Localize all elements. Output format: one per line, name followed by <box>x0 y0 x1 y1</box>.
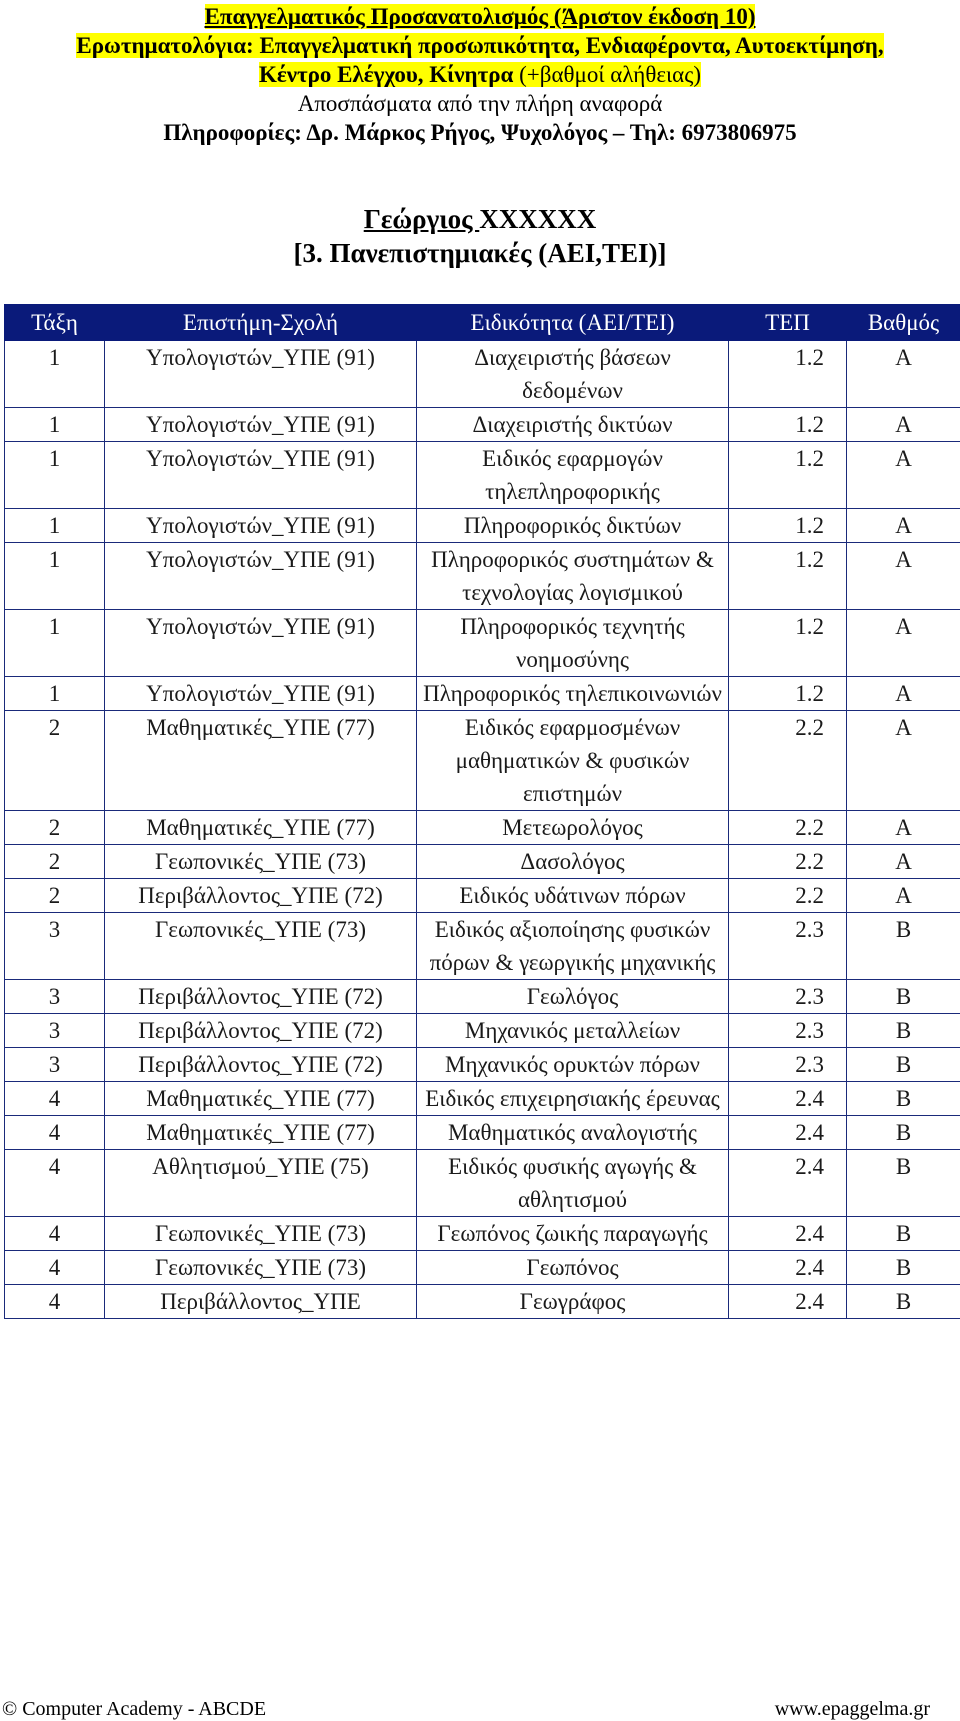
cell-rank: 3 <box>5 1048 105 1082</box>
cell-specialty: Γεωγράφος <box>417 1285 729 1319</box>
cell-specialty: Ειδικός επιχειρησιακής έρευνας <box>417 1082 729 1116</box>
cell-rank: 4 <box>5 1285 105 1319</box>
header-rank: Τάξη <box>5 305 105 341</box>
table-body <box>5 341 960 1319</box>
cell-school: Μαθηματικές_ΥΠΕ (77) <box>105 1116 417 1150</box>
cell-school: Υπολογιστών_ΥΠΕ (91) <box>105 677 417 711</box>
cell-specialty: Ειδικός υδάτινων πόρων <box>417 879 729 913</box>
cell-tep: 1.2 <box>729 442 847 509</box>
cell-tep: 2.4 <box>729 1150 847 1217</box>
cell-tep: 2.3 <box>729 1014 847 1048</box>
cell-school: Περιβάλλοντος_ΥΠΕ (72) <box>105 1014 417 1048</box>
table-row <box>5 1082 960 1116</box>
cell-school: Γεωπονικές_ΥΠΕ (73) <box>105 1217 417 1251</box>
cell-specialty: Γεωλόγος <box>417 980 729 1014</box>
cell-school: Περιβάλλοντος_ΥΠΕ (72) <box>105 1048 417 1082</box>
cell-grade: Α <box>847 509 960 543</box>
cell-rank: 2 <box>5 711 105 811</box>
results-table <box>4 304 960 1319</box>
table-row <box>5 1150 960 1217</box>
cell-tep: 2.3 <box>729 1048 847 1082</box>
questionnaires-line-cont: Κέντρο Ελέγχου, Κίνητρα (+βαθμοί αλήθειας) <box>258 62 702 87</box>
cell-rank: 2 <box>5 879 105 913</box>
cell-tep: 2.2 <box>729 879 847 913</box>
cell-tep: 2.3 <box>729 913 847 980</box>
cell-tep: 2.4 <box>729 1116 847 1150</box>
cell-school: Υπολογιστών_ΥΠΕ (91) <box>105 408 417 442</box>
cell-tep: 1.2 <box>729 509 847 543</box>
cell-school: Γεωπονικές_ΥΠΕ (73) <box>105 1251 417 1285</box>
cell-specialty: Μηχανικός ορυκτών πόρων <box>417 1048 729 1082</box>
cell-grade: Α <box>847 845 960 879</box>
student-block <box>0 202 960 270</box>
cell-school: Γεωπονικές_ΥΠΕ (73) <box>105 845 417 879</box>
header-tep: ΤΕΠ <box>729 305 847 341</box>
table-row <box>5 1217 960 1251</box>
cell-school: Υπολογιστών_ΥΠΕ (91) <box>105 543 417 610</box>
cell-rank: 3 <box>5 913 105 980</box>
cell-school: Περιβάλλοντος_ΥΠΕ (72) <box>105 879 417 913</box>
cell-grade: Β <box>847 1048 960 1082</box>
cell-rank: 4 <box>5 1116 105 1150</box>
cell-tep: 2.4 <box>729 1251 847 1285</box>
questionnaires-line: Ερωτηματολόγια: Επαγγελματική προσωπικότητα, Ενδιαφέροντα, Αυτοεκτίμηση, <box>76 33 884 58</box>
cell-grade: Α <box>847 711 960 811</box>
cell-grade: Β <box>847 980 960 1014</box>
contact-info: Πληροφορίες: Δρ. Μάρκος Ρήγος, Ψυχολόγος – Τηλ: 6973806975 <box>163 120 797 145</box>
cell-specialty: Διαχειριστής βάσεων δεδομένων <box>417 341 729 408</box>
header-grade: Βαθμός <box>847 305 960 341</box>
table-row <box>5 408 960 442</box>
cell-rank: 4 <box>5 1251 105 1285</box>
table-row <box>5 1014 960 1048</box>
cell-specialty: Ειδικός φυσικής αγωγής & αθλητισμού <box>417 1150 729 1217</box>
table-row <box>5 677 960 711</box>
cell-grade: Β <box>847 1014 960 1048</box>
table-row <box>5 1048 960 1082</box>
cell-school: Περιβάλλοντος_ΥΠΕ (72) <box>105 980 417 1014</box>
cell-specialty: Ειδικός αξιοποίησης φυσικών πόρων & γεωργικής μηχανικής <box>417 913 729 980</box>
cell-grade: Α <box>847 677 960 711</box>
header-line-1 <box>0 2 960 31</box>
cell-specialty: Μηχανικός μεταλλείων <box>417 1014 729 1048</box>
cell-school: Μαθηματικές_ΥΠΕ (77) <box>105 711 417 811</box>
cell-tep: 2.4 <box>729 1082 847 1116</box>
excerpt-note: Αποσπάσματα από την πλήρη αναφορά <box>297 91 663 116</box>
cell-tep: 2.2 <box>729 711 847 811</box>
table-row <box>5 980 960 1014</box>
cell-grade: Α <box>847 543 960 610</box>
table-row <box>5 811 960 845</box>
cell-grade: Α <box>847 442 960 509</box>
cell-rank: 1 <box>5 543 105 610</box>
cell-school: Γεωπονικές_ΥΠΕ (73) <box>105 913 417 980</box>
cell-rank: 1 <box>5 509 105 543</box>
table-row <box>5 543 960 610</box>
cell-specialty: Διαχειριστής δικτύων <box>417 408 729 442</box>
table-header-row <box>5 305 960 341</box>
cell-grade: Β <box>847 1116 960 1150</box>
table-row <box>5 845 960 879</box>
table-row <box>5 610 960 677</box>
student-name: Γεώργιος ΧΧΧΧΧΧ <box>363 204 597 234</box>
table-row <box>5 341 960 408</box>
cell-specialty: Μετεωρολόγος <box>417 811 729 845</box>
cell-specialty: Ειδικός εφαρμοσμένων μαθηματικών & φυσικών επιστημών <box>417 711 729 811</box>
cell-grade: Β <box>847 1251 960 1285</box>
cell-grade: Β <box>847 1285 960 1319</box>
cell-tep: 1.2 <box>729 543 847 610</box>
cell-rank: 4 <box>5 1082 105 1116</box>
cell-tep: 2.3 <box>729 980 847 1014</box>
cell-school: Αθλητισμού_ΥΠΕ (75) <box>105 1150 417 1217</box>
cell-rank: 1 <box>5 341 105 408</box>
cell-school: Περιβάλλοντος_ΥΠΕ <box>105 1285 417 1319</box>
header-line-3 <box>0 60 960 89</box>
cell-rank: 1 <box>5 442 105 509</box>
cell-rank: 4 <box>5 1150 105 1217</box>
cell-school: Υπολογιστών_ΥΠΕ (91) <box>105 341 417 408</box>
cell-tep: 2.4 <box>729 1217 847 1251</box>
cell-school: Μαθηματικές_ΥΠΕ (77) <box>105 811 417 845</box>
footer-copyright: © Computer Academy - ABCDE <box>2 1698 267 1720</box>
cell-rank: 2 <box>5 811 105 845</box>
cell-tep: 2.2 <box>729 811 847 845</box>
cell-school: Υπολογιστών_ΥΠΕ (91) <box>105 610 417 677</box>
cell-grade: Α <box>847 408 960 442</box>
cell-specialty: Ειδικός εφαρμογών τηλεπληροφορικής <box>417 442 729 509</box>
cell-grade: Β <box>847 1217 960 1251</box>
table-row <box>5 1285 960 1319</box>
table-row <box>5 879 960 913</box>
cell-grade: Α <box>847 341 960 408</box>
table-row <box>5 711 960 811</box>
cell-school: Μαθηματικές_ΥΠΕ (77) <box>105 1082 417 1116</box>
cell-tep: 1.2 <box>729 610 847 677</box>
cell-rank: 2 <box>5 845 105 879</box>
cell-tep: 2.4 <box>729 1285 847 1319</box>
cell-tep: 2.2 <box>729 845 847 879</box>
cell-specialty: Γεωπόνος <box>417 1251 729 1285</box>
cell-grade: Β <box>847 913 960 980</box>
table-row <box>5 1116 960 1150</box>
cell-specialty: Δασολόγος <box>417 845 729 879</box>
cell-school: Υπολογιστών_ΥΠΕ (91) <box>105 509 417 543</box>
document-header <box>0 2 960 147</box>
cell-specialty: Πληροφορικός τεχνητής νοημοσύνης <box>417 610 729 677</box>
cell-specialty: Πληροφορικός τηλεπικοινωνιών <box>417 677 729 711</box>
cell-school: Υπολογιστών_ΥΠΕ (91) <box>105 442 417 509</box>
table-row <box>5 442 960 509</box>
header-school: Επιστήμη-Σχολή <box>105 305 417 341</box>
cell-rank: 1 <box>5 677 105 711</box>
cell-tep: 1.2 <box>729 341 847 408</box>
cell-rank: 4 <box>5 1217 105 1251</box>
header-line-2 <box>0 31 960 60</box>
cell-specialty: Πληροφορικός συστημάτων & τεχνολογίας λογισμικού <box>417 543 729 610</box>
cell-grade: Α <box>847 879 960 913</box>
cell-tep: 1.2 <box>729 408 847 442</box>
cell-rank: 1 <box>5 408 105 442</box>
cell-specialty: Μαθηματικός αναλογιστής <box>417 1116 729 1150</box>
cell-grade: Β <box>847 1150 960 1217</box>
footer-website: www.epaggelma.gr <box>774 1698 930 1720</box>
program-title: Επαγγελματικός Προσανατολισμός (Άριστον έκδοση 10) <box>204 4 756 29</box>
cell-grade: Α <box>847 610 960 677</box>
table-row <box>5 1251 960 1285</box>
cell-specialty: Γεωπόνος ζωικής παραγωγής <box>417 1217 729 1251</box>
cell-rank: 1 <box>5 610 105 677</box>
cell-grade: Β <box>847 1082 960 1116</box>
header-specialty: Ειδικότητα (ΑΕΙ/ΤΕΙ) <box>417 305 729 341</box>
cell-rank: 3 <box>5 980 105 1014</box>
table-row <box>5 509 960 543</box>
cell-rank: 3 <box>5 1014 105 1048</box>
cell-tep: 1.2 <box>729 677 847 711</box>
student-category: [3. Πανεπιστημιακές (ΑΕΙ,ΤΕΙ)] <box>293 238 667 268</box>
cell-grade: Α <box>847 811 960 845</box>
cell-specialty: Πληροφορικός δικτύων <box>417 509 729 543</box>
table-row <box>5 913 960 980</box>
